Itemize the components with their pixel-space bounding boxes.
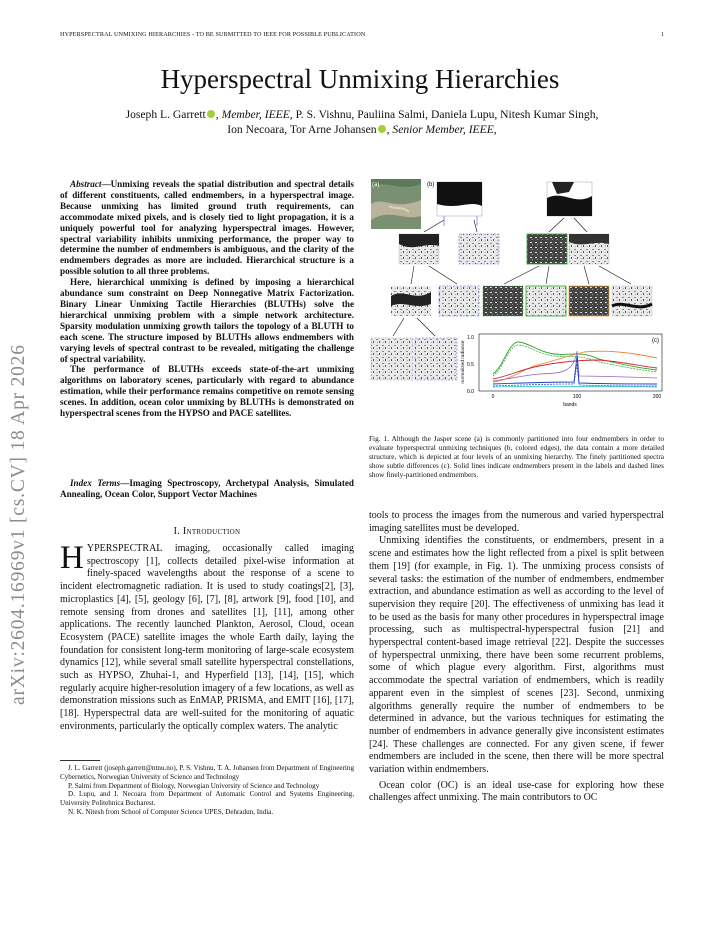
index-terms: Index Terms—Imaging Spectroscopy, Archetypal Analysis, Simulated Annealing, Ocean Color, Support Vector Machines (60, 478, 354, 499)
index-terms-label: Index Terms (70, 478, 121, 488)
paper-title: Hyperspectral Unmixing Hierarchies (160, 64, 560, 94)
footnote: D. Lupu, and I. Necoara from Department of Automatic Control and Systems Engineering, University Politehnica Bucharest. (60, 790, 354, 808)
panel-label-a: (a) (372, 182, 380, 188)
author-line-1: Joseph L. Garrett , Member, IEEE, P. S. Vishnu, Pauliina Salmi, Daniela Lupu, Nitesh Kumar Singh, (125, 108, 599, 121)
y-tick-label: 0.5 (467, 362, 474, 368)
abstract-paragraph-2: Here, hierarchical unmixing is defined by imposing a hierarchical abundance sum constraint on Deep Nonnegative Matrix Factorization. Binary Linear Unmixing Tactile Hierarchies (BLUTHs) solve the hierarchical unmixing problem with a simple network architecture. Sparsity modulation unmixing growth tailors the topology of a BLUTH to each scene. The structure imposed by BLUTHs allows endmembers with varying levels of spectral contrast to be revealed, mitigating the challenge of spectral variability. (60, 277, 354, 364)
drop-cap: H (60, 540, 84, 576)
y-tick-label: 1.0 (467, 335, 474, 341)
x-tick-label: 200 (652, 394, 662, 400)
arxiv-sidebar-stamp[interactable]: arXiv:2604.16969v1 [cs.CV] 18 Apr 2026 (8, 344, 29, 705)
footnote-rule (60, 760, 100, 761)
orcid-icon[interactable] (378, 125, 386, 133)
author-role: Member, IEEE, (221, 108, 293, 121)
author-role: Senior Member, IEEE, (392, 123, 497, 136)
page-number: 1 (660, 31, 664, 38)
paragraph: Ocean color (OC) is an ideal use-case for exploring how these challenges affect unmixing. The main contributors to OC (369, 779, 664, 804)
right-column-text (369, 510, 664, 805)
paragraph: tools to process the images from the numerous and varied hyperspectral imaging satellites must be developed. (369, 510, 664, 534)
panel-label-c: (c) (652, 338, 659, 344)
abstract-paragraph-3: The performance of BLUTHs exceeds state-of-the-art unmixing algorithms on laboratory scenes, particularly with regard to abundance estimation, while their performance remains competitive on remote sensing scenes. In addition, ocean color unmixing by BLUTHs is demonstrated on hyperspectral scenes from the HYPSO and PACE satellites. (60, 364, 354, 419)
footnotes (60, 764, 354, 817)
panel-label-b: (b) (427, 182, 435, 188)
abstract-label: Abstract (70, 179, 102, 189)
figure-caption: Fig. 1. Although the Jasper scene (a) is commonly partitioned into four endmembers in order to evaluate hyperspectral unmixing techniques (b, colored edges), the data contain a more detailed structure, which is depicted at four levels of an unmixing hierarchy. The finely partitioned spectra show subtle differences (c). Solid lines indicate endmembers present in the labels and dashed lines show finely-partitioned endmembers. (369, 434, 664, 479)
paragraph: Unmixing identifies the constituents, or endmembers, present in a scene and estimates how the light reflected from a pixel is split between them [19] (for example, in Fig. 1). The unmixing process consists of several tasks: the estimation of the number of endmembers, endmember extraction, and abundance estimation as well as according to the level of supervision they require [20]. The effectiveness of unmixing has lead it to be used as the basis for many other procedures in hyperspectral image processing, such as multispectral-hyperspectral fusion [21] and hyperspectral content-based image retrieval [22]. Despite the successes of hyperspectral unmixing, there have been some recurrent problems, some of which plague every algorithm. First, algorithms must accommodate the spectral variation of endmembers, which is readily apparent even in the simplest of scenes [23]. Second, unmixing algorithms generally require the number of endmembers to be determined in advance, but the various techniques for estimating the number of endmembers in advance generally give inconsistent estimates [24]. These challenges are connected. For any given scene, if fewer endmembers are included in the scene, then there will be more spectral variation within endmembers. (369, 535, 664, 776)
y-ticks (467, 335, 474, 395)
x-tick-label: 0 (491, 394, 495, 400)
section-heading: I. Introduction (173, 526, 241, 537)
hierarchy-level-3 (371, 338, 457, 380)
footnote: N. K. Nitesh from School of Computer Science UPES, Dehradun, India. (68, 807, 274, 816)
intro-paragraph: HYPERSPECTRAL imaging, occasionally called imaging spectroscopy [1], collects detailed pixel-wise information at finely-spaced wavelengths about the response of a scene to incident electromagnetic radiation. It is used to study coatings[2], [3], microplastics [4], [5], geology [6], [7], [8], artwork [9], food [10], and remote sensing from drones and satellites [1], [11], among other applications. The recently launched Plankton, Aerosol, Cloud, ocean Ecosystem (PACE) satellite images the whole Earth daily, laying the foundation for consistent long-term monitoring of large-scale ecosystem dynamics [12], while several small satellite hyperspectral constellations, such as HYPSO, Zhuhai-1, and Hyperfield [13], [14], [15], which regularly acquire higher-resolution imagery of a few locations, as well as demonstration missions such as EnMAP, PRISMA, and EMIT [16], [17], [18]. Hyperspectral data are well-suited for the monitoring of aquatic environments, particularly the optically complex waters. The analytic (60, 540, 354, 732)
footnote: P. Salmi from Department of Biology, Norwegian University of Science and Technology (68, 781, 320, 790)
y-axis-label: normalized radiance (461, 340, 466, 384)
orcid-icon[interactable] (207, 110, 215, 118)
abstract (60, 179, 354, 419)
author-line-2: Ion Necoara, Tor Arne Johansen , Senior Member, IEEE, (227, 123, 497, 136)
figure-1 (369, 176, 664, 416)
running-title: HYPERSPECTRAL UNMIXING HIERARCHIES - TO BE SUBMITTED TO IEEE FOR POSSIBLE PUBLICATION (60, 31, 366, 38)
x-ticks (492, 394, 662, 400)
spectra-plot (460, 334, 662, 408)
abstract-paragraph-1: Abstract—Unmixing reveals the spatial distribution and spectral details of different constituents, called endmembers, in a hyperspectral image. Because unmixing has limited ground truth requirements, can accommodate mixed pixels, and is closely tied to light propagation, it is a uniquely powerful tool for analyzing hyperspectral images. However, spectral variability inhibits unmixing performance, the proper way to determine the number of endmembers is ambiguous, and the clarity of the endmembers degrades as more are included. Hierarchical structure is a possible solution to all three problems. (60, 179, 354, 277)
hierarchy-level-1 (399, 234, 609, 264)
x-tick-label: 100 (572, 394, 582, 400)
x-axis-label: bands (563, 402, 577, 408)
hierarchy-level-2 (391, 286, 652, 316)
author-block (60, 107, 664, 137)
running-header (60, 31, 664, 38)
footnote: J. L. Garrett (joseph.garrett@ntnu.no), P. S. Vishnu, T. A. Johansen from Department of Engineering Cybernetics, Norwegian University of Science and Technology (60, 764, 354, 781)
hierarchy-level-0 (437, 182, 592, 226)
y-tick-label: 0.0 (467, 389, 474, 395)
